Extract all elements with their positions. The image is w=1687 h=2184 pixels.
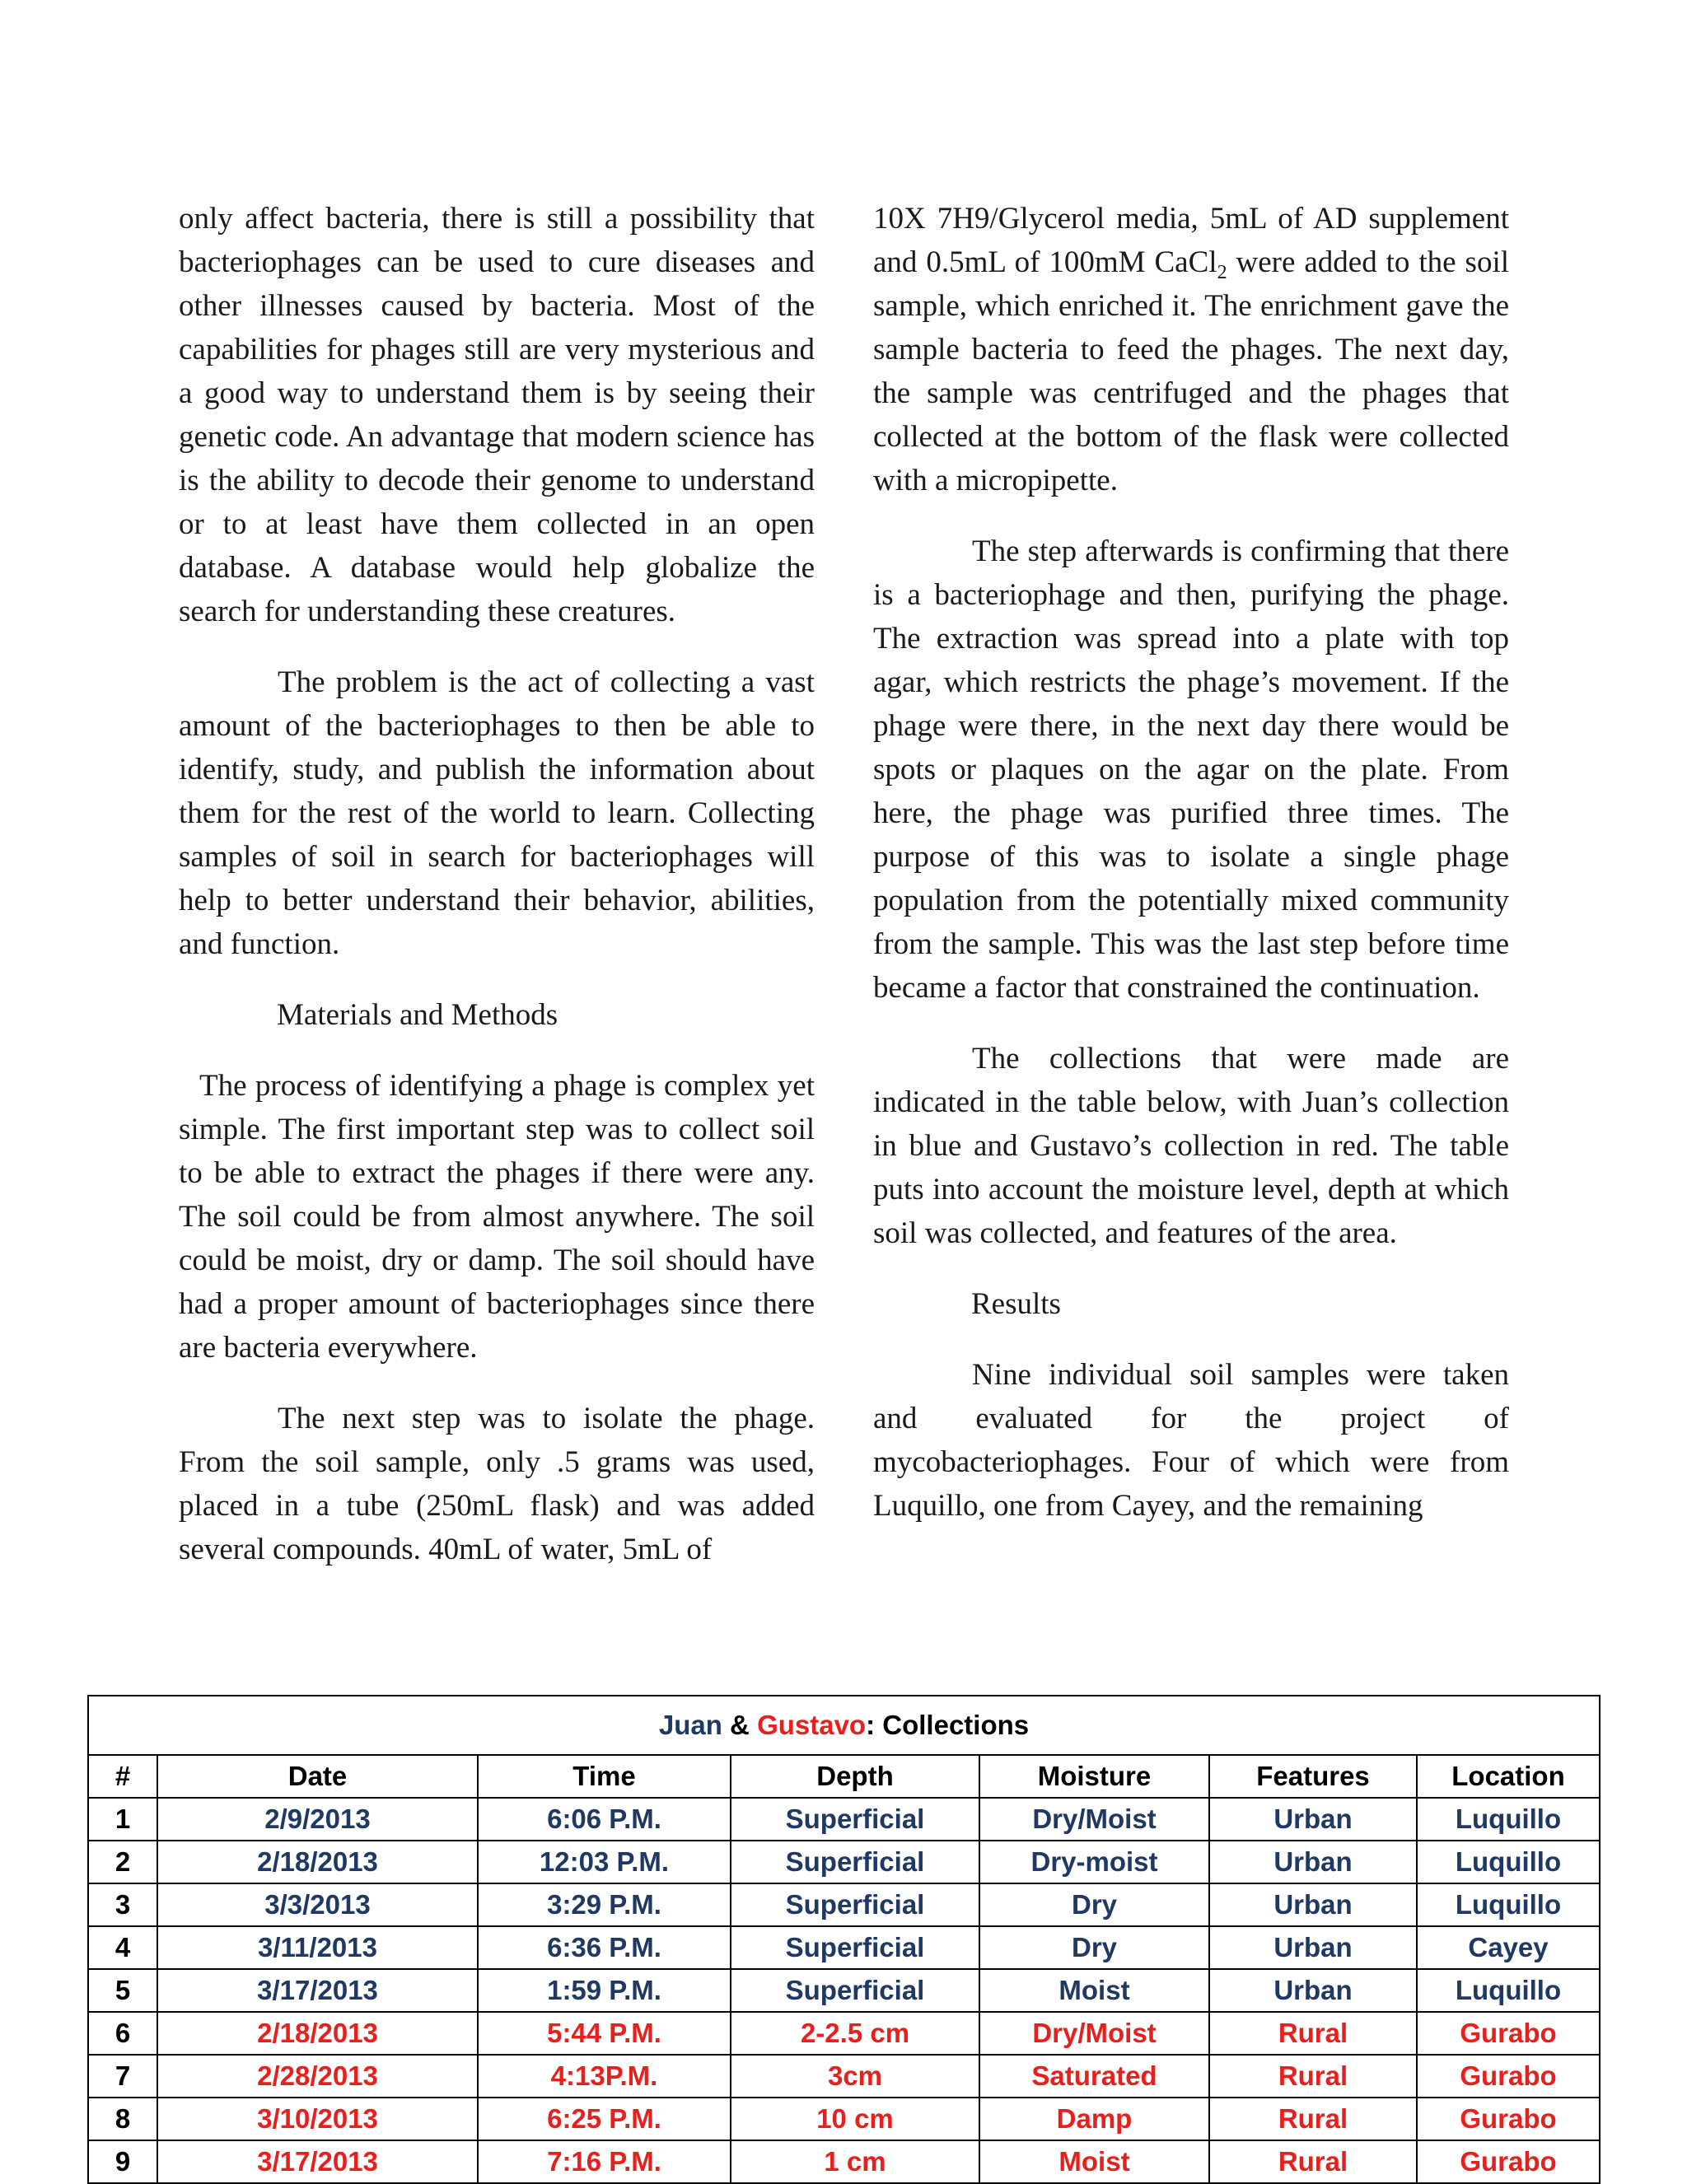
table-row [88,2140,1600,2183]
title-name-juan: Juan [658,1710,722,1740]
cell-moisture: Dry/Moist [979,2012,1209,2055]
cell-time: 6:36 P.M. [478,1926,731,1969]
table-header-row [88,1755,1600,1798]
cell-num: 8 [88,2098,157,2140]
right-column [873,197,1509,1528]
column-header: Features [1209,1755,1417,1798]
cell-moisture: Saturated [979,2055,1209,2098]
cell-features: Rural [1209,2012,1417,2055]
cell-location: Luquillo [1417,1969,1600,2012]
column-header: Time [478,1755,731,1798]
cell-time: 1:59 P.M. [478,1969,731,2012]
cell-depth: 2-2.5 cm [731,2012,979,2055]
cell-date: 3/3/2013 [157,1883,478,1926]
cell-time: 5:44 P.M. [478,2012,731,2055]
cell-num: 6 [88,2012,157,2055]
left-column [179,197,815,1571]
cell-location: Gurabo [1417,2012,1600,2055]
cell-moisture: Moist [979,2140,1209,2183]
cell-location: Gurabo [1417,2140,1600,2183]
cell-moisture: Dry [979,1883,1209,1926]
section-heading-methods: Materials and Methods [277,998,558,1032]
cell-time: 6:25 P.M. [478,2098,731,2140]
cell-features: Urban [1209,1883,1417,1926]
column-header: Depth [731,1755,979,1798]
table-title [88,1696,1600,1755]
cell-time: 12:03 P.M. [478,1841,731,1883]
cell-time: 4:13P.M. [478,2055,731,2098]
collections-table [87,1695,1601,2184]
body-paragraph: The next step was to isolate the phage. From the soil sample, only .5 grams was used, placed in a tube (250mL flask) and was added several compounds. 40mL of water, 5mL of [179,1402,815,1566]
title-rest: : Collections [866,1710,1030,1740]
section-heading-results: Results [971,1287,1061,1321]
cell-depth: Superficial [731,1926,979,1969]
cell-num: 3 [88,1883,157,1926]
cell-features: Rural [1209,2098,1417,2140]
column-header: Location [1417,1755,1600,1798]
cell-features: Urban [1209,1969,1417,2012]
cell-features: Urban [1209,1841,1417,1883]
cell-location: Luquillo [1417,1798,1600,1841]
cell-moisture: Dry/Moist [979,1798,1209,1841]
cell-features: Urban [1209,1798,1417,1841]
body-text: were added to the soil sample, which enriched it. The enrichment gave the sample bacteria to feed the phages. The next day, the sample was centrifuged and the phages that collected at the bottom of the flask were collected with a micropipette. [873,245,1509,497]
cell-location: Luquillo [1417,1883,1600,1926]
cell-depth: 1 cm [731,2140,979,2183]
cell-depth: Superficial [731,1841,979,1883]
table-row [88,1883,1600,1926]
cell-num: 7 [88,2055,157,2098]
table-row [88,1926,1600,1969]
table-row [88,1969,1600,2012]
body-paragraph: only affect bacteria, there is still a possibility that bacteriophages can be used to cure diseases and other illnesses caused by bacteria. Most of the capabilities for phages still are very mysterious and a good way to understand them is by seeing their genetic code. An advantage that modern science has is the ability to decode their genome to understand or to at least have them collected in an open database. A database would help globalize the search for understanding these creatures. [179,202,815,628]
cell-num: 5 [88,1969,157,2012]
body-paragraph [873,197,1509,502]
cell-date: 3/10/2013 [157,2098,478,2140]
body-paragraph: The process of identifying a phage is complex yet simple. The first important step was to collect soil to be able to extract the phages if there were any. The soil could be from almost anywhere. The soil could be moist, dry or damp. The soil should have had a proper amount of bacteriophages since there are bacteria everywhere. [179,1069,815,1365]
cell-time: 7:16 P.M. [478,2140,731,2183]
cell-num: 2 [88,1841,157,1883]
cell-date: 2/9/2013 [157,1798,478,1841]
cell-time: 3:29 P.M. [478,1883,731,1926]
table-row [88,1841,1600,1883]
cell-location: Gurabo [1417,2055,1600,2098]
column-header: Date [157,1755,478,1798]
title-name-gustavo: Gustavo [757,1710,867,1740]
body-paragraph: The step afterwards is confirming that there is a bacteriophage and then, purifying the phage. The extraction was spread into a plate with top agar, which restricts the phage’s movement. If the phage were there, in the next day there would be spots or plaques on the agar on the plate. From here, the phage was purified three times. The purpose of this was to isolate a single phage population from the potentially mixed community from the sample. This was the last step before time became a factor that constrained the continuation. [873,534,1509,1005]
table-row [88,1798,1600,1841]
body-text: 10X 7H9/Glycerol media, 5mL of AD supplement and 0.5mL of 100mM CaCl [873,202,1509,279]
body-paragraph: The problem is the act of collecting a vast amount of the bacteriophages to then be able to identify, study, and publish the information about them for the rest of the world to learn. Collecting samples of soil in search for bacteriophages will help to better understand their behavior, abilities, and function. [179,665,815,961]
cell-date: 3/17/2013 [157,1969,478,2012]
title-ampersand: & [722,1710,758,1740]
cell-moisture: Dry [979,1926,1209,1969]
cell-moisture: Damp [979,2098,1209,2140]
cell-time: 6:06 P.M. [478,1798,731,1841]
cell-depth: 3cm [731,2055,979,2098]
cell-depth: Superficial [731,1798,979,1841]
cell-location: Cayey [1417,1926,1600,1969]
body-paragraph: The collections that were made are indicated in the table below, with Juan’s collection in blue and Gustavo’s collection in red. The table puts into account the moisture level, depth at which soil was collected, and features of the area. [873,1042,1509,1250]
cell-features: Rural [1209,2140,1417,2183]
body-paragraph: Nine individual soil samples were taken and evaluated for the project of mycobacteriophages. Four of which were from Luquillo, one from Cayey, and the remaining [873,1358,1509,1523]
cell-features: Urban [1209,1926,1417,1969]
column-header: Moisture [979,1755,1209,1798]
cell-depth: Superficial [731,1883,979,1926]
cell-date: 2/18/2013 [157,1841,478,1883]
cell-depth: 10 cm [731,2098,979,2140]
cell-location: Luquillo [1417,1841,1600,1883]
table-row [88,2012,1600,2055]
cell-date: 2/28/2013 [157,2055,478,2098]
cell-features: Rural [1209,2055,1417,2098]
column-header: # [88,1755,157,1798]
cell-date: 3/11/2013 [157,1926,478,1969]
table-row [88,2098,1600,2140]
subscript: 2 [1217,262,1227,283]
cell-moisture: Dry-moist [979,1841,1209,1883]
cell-num: 4 [88,1926,157,1969]
cell-moisture: Moist [979,1969,1209,2012]
cell-date: 2/18/2013 [157,2012,478,2055]
table-row [88,2055,1600,2098]
cell-depth: Superficial [731,1969,979,2012]
cell-num: 9 [88,2140,157,2183]
cell-location: Gurabo [1417,2098,1600,2140]
cell-num: 1 [88,1798,157,1841]
cell-date: 3/17/2013 [157,2140,478,2183]
